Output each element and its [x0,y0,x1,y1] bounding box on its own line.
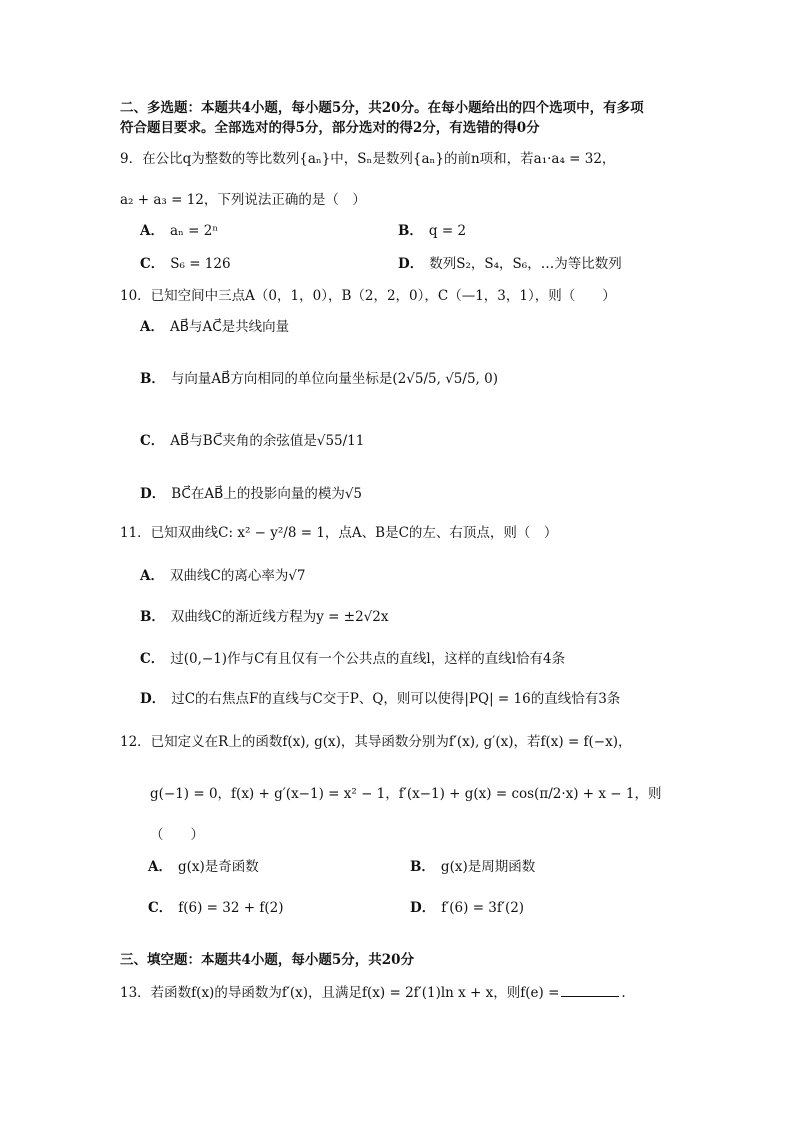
q10-option-d: D． BC⃗在AB⃗上的投影向量的模为√5 [140,486,363,502]
q9-stem-line1: 9．在公比q为整数的等比数列{aₙ}中，Sₙ是数列{aₙ}的前n项和，若a₁·a₄ = 32， [120,151,616,167]
q10-option-c: C． AB⃗与BC⃗夹角的余弦值是√55/11 [140,433,365,449]
q10-stem: 10．已知空间中三点A（0，1，0），B（2，2，0），C（—1，3，1），则（ ） [120,288,616,304]
q9-option-a: A． aₙ = 2ⁿ [140,223,219,239]
q10-option-a: A． AB⃗与AC⃗是共线向量 [140,319,290,335]
section2-title-line1: 二、多选题：本题共4小题，每小题5分，共20分。在每小题给出的四个选项中，有多项 [120,100,644,116]
q13-stem-text: 13．若函数f(x)的导函数为f′(x)，且满足f(x) = 2f′(1)ln x + x，则f(e) = [120,985,560,1001]
q13-stem [120,983,626,1002]
q9-stem-line2: a₂ + a₃ = 12，下列说法正确的是（ ） [120,192,366,208]
q12-stem-line2: g(−1) = 0，f(x) + g′(x−1) = x² − 1，f′(x−1) + g(x) = cos(π/2·x) + x − 1，则 [150,786,662,802]
q12-option-a: A． g(x)是奇函数 [148,859,259,875]
q12-option-c: C． f(6) = 32 + f(2) [148,900,284,916]
q12-stem-line3: （ ） [150,827,204,843]
q9-option-d: D． 数列S₂，S₄，S₆，…为等比数列 [398,256,622,272]
q11-option-c: C． 过(0,−1)作与C有且仅有一个公共点的直线l，这样的直线l恰有4条 [140,651,566,667]
q12-stem-line1: 12．已知定义在R上的函数f(x), g(x)，其导函数分别为f′(x), g′(x)，若f(x) = f(−x)， [120,734,632,750]
section3-title: 三、填空题：本题共4小题，每小题5分，共20分 [120,952,415,968]
q11-option-a: A． 双曲线C的离心率为√7 [140,568,306,584]
q11-option-b: B． 双曲线C的渐近线方程为y = ±2√2x [140,609,389,625]
q9-option-c: C． S₆ = 126 [140,256,231,272]
q11-stem: 11．已知双曲线C: x² − y²/8 = 1，点A、B是C的左、右顶点，则（ ） [120,525,558,541]
q13-answer-blank[interactable] [561,983,619,997]
q9-option-b: B． q = 2 [398,223,467,239]
section2-title-line2: 符合题目要求。全部选对的得5分，部分选对的得2分，有选错的得0分 [120,120,540,136]
q12-option-d: D． f′(6) = 3f′(2) [410,900,525,916]
q11-option-d: D． 过C的右焦点F的直线与C交于P、Q，则可以使得|PQ| = 16的直线恰有3条 [140,691,621,707]
q12-option-b: B． g(x)是周期函数 [410,859,536,875]
q13-stem-end: . [621,985,626,1001]
q10-option-b: B． 与向量AB⃗方向相同的单位向量坐标是(2√5/5, √5/5, 0) [140,371,498,387]
